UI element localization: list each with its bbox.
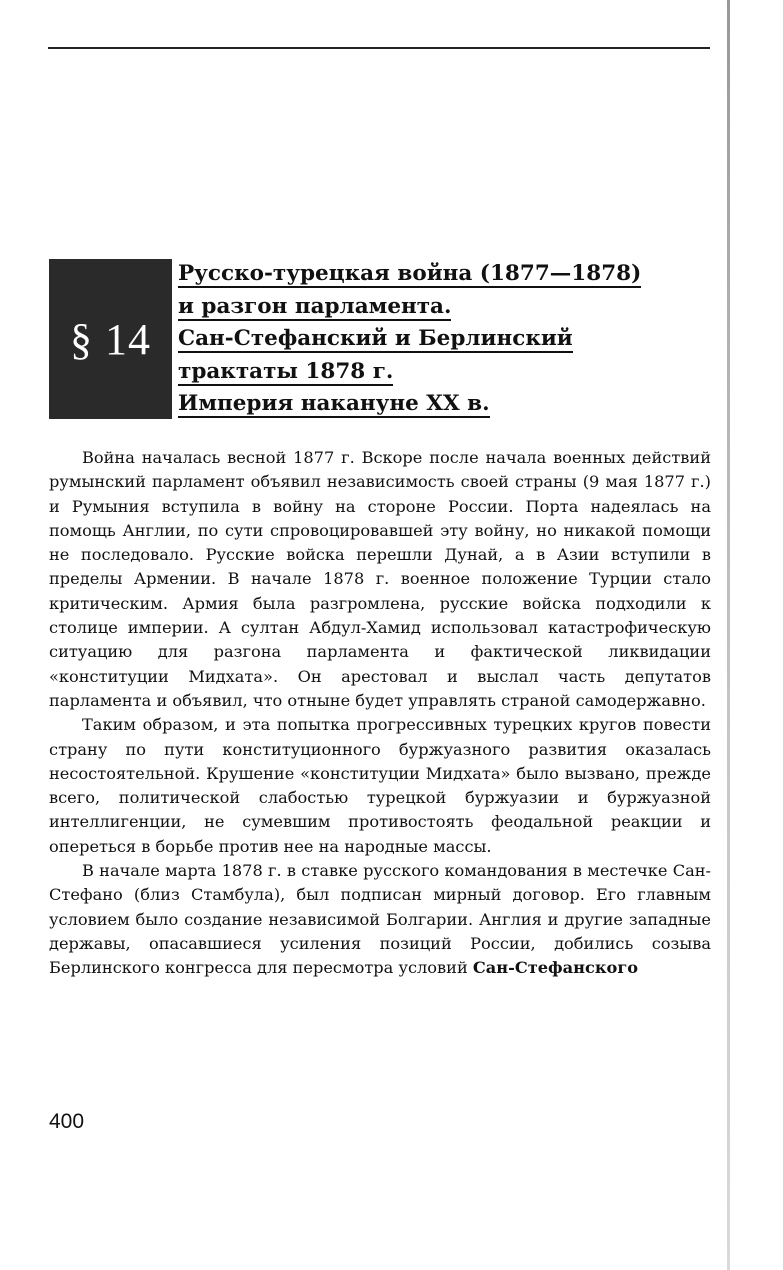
title-line: трактаты 1878 г. [178, 358, 394, 384]
title-line: Сан-Стефанский и Берлинский [178, 326, 573, 351]
paragraph-text: В начале марта 1878 г. в ставке русского командования в местечке Сан-Стефано (близ Стамбула), был подписан мирный договор. Его главным условием было создание независимой Болгарии. Англия и другие западные державы, опасавшиеся усиления позиций России, добились созыва Берлинского конгресса для пересмотра условий [49, 861, 711, 978]
body-text [49, 446, 711, 981]
paragraph: Война началась весной 1877 г. Вскоре после начала военных действий румынский парламент объявил независимость своей страны (9 мая 1877 г.) и Румыния вступила в войну на стороне России. Порта надеялась на помощь Англии, по сути спровоцировавшей эту войну, но никакой помощи не последовало. Русские войска перешли Дунай, а в Азии вступили в пределы Армении. В начале 1878 г. военное положение Турции стало критическим. Армия была разгромлена, русские войска подходили к столице империи. А султан Абдул-Хамид использовал катастрофическую ситуацию для разгона парламента и фактической ликвидации «конституции Мидхата». Он арестовал и выслал часть депутатов парламента и объявил, что отныне будет управлять страной самодержавно. [49, 448, 711, 710]
top-divider [48, 47, 710, 49]
scan-edge-shadow [727, 0, 730, 1270]
section-number-badge [49, 259, 172, 419]
page-number: 400 [49, 1110, 85, 1133]
title-line: Империя накануне XX в. [178, 391, 490, 416]
section-number: § 14 [70, 314, 151, 364]
section-title [178, 258, 718, 421]
title-line: и разгон парламента. [178, 293, 452, 319]
paragraph: Таким образом, и эта попытка прогрессивных турецких кругов повести страну по пути конституционного буржуазного развития оказалась несостоятельной. Крушение «конституции Мидхата» было вызвано, прежде всего, политической слабостью турецкой буржуазии и буржуазной интеллигенции, не сумевшим противостоять феодальной реакции и опереться в борьбе против нее на народные массы. [49, 715, 711, 856]
paragraph [49, 859, 711, 980]
bold-term: Сан-Стефанского [472, 958, 639, 978]
title-line: Русско-турецкая война (1877—1878) [178, 261, 642, 286]
